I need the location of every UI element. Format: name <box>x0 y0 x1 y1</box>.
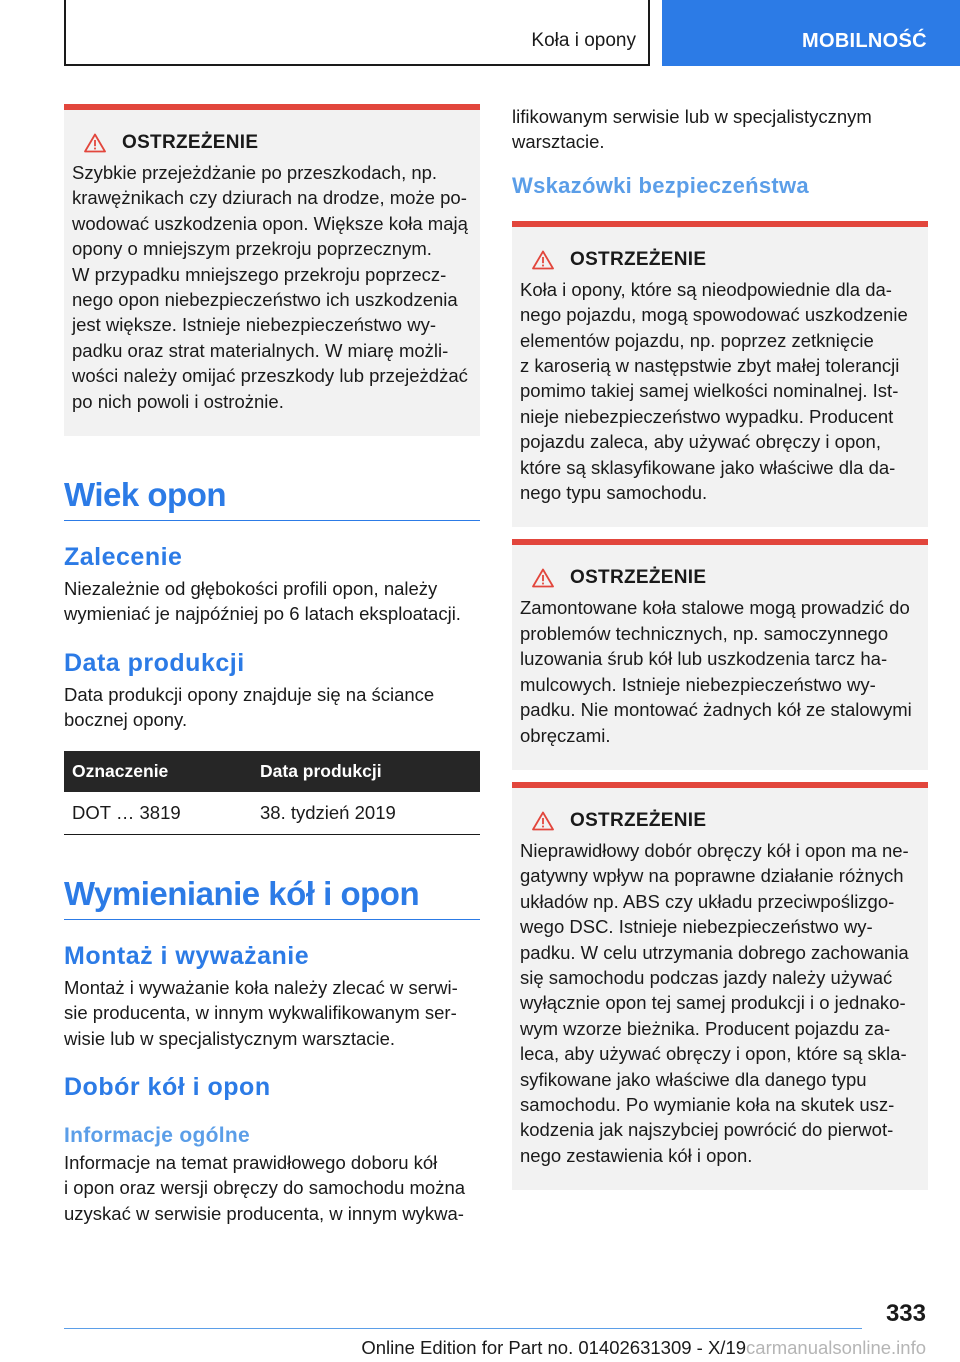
heading-production-date: Data produkcji <box>64 648 245 677</box>
warning-title: OSTRZEŻENIE <box>122 132 259 153</box>
footer-watermark: carmanualsonline.info <box>746 1337 926 1358</box>
heading-mounting: Montaż i wyważanie <box>64 941 310 970</box>
warning-text: Zamontowane koła stalowe mogą prowadzić do problemów technicznych, np. samoczynnego luzowania śrub kół lub uszkodzenia tarcz ha- mulcowych. Istnieje niebezpieczeństwo wy- padku. Nie montować żadnych kół ze stalowymi obręczami. <box>520 597 912 746</box>
header-section-title: Koła i opony <box>531 30 636 51</box>
warning-triangle-icon <box>84 133 106 153</box>
header-chapter-tab: MOBILNOŚĆ <box>662 0 960 66</box>
table-cell: 38. tydzień 2019 <box>252 792 480 835</box>
warning-triangle-icon <box>532 568 554 588</box>
heading-replacement: Wymienianie kół i opon <box>64 875 480 920</box>
warning-box <box>64 104 480 436</box>
warning-triangle-icon <box>532 811 554 831</box>
warning-text: Szybkie przejeżdżanie po przeszkodach, np. krawężnikach czy dziurach na drodze, może po- wodować uszkodzenia opon. Większe koła mają opony o mniejszym przekroju poprzecznym. W przypadku mniejszego przekroju poprzecz- nego opon niebezpieczeństwo ich uszkodzenia jest większe. Istnieje niebezpieczeństwo wy- padku oraz strat materialnych. W miarę możli- wości należy omijać przeszkody lub przejeżdżać po nich powoli i ostrożnie. <box>72 162 468 412</box>
production-date-text: Data produkcji opony znajduje się na ściance bocznej opony. <box>64 683 435 731</box>
footer-edition-text: Online Edition for Part no. 01402631309 - X/19 <box>361 1337 747 1358</box>
heading-tire-age: Wiek opon <box>64 476 480 521</box>
warning-title: OSTRZEŻENIE <box>570 567 707 589</box>
footer-edition <box>361 1337 926 1359</box>
page-number: 333 <box>885 1300 926 1327</box>
table-header-row <box>64 751 480 792</box>
heading-general-info: Informacje ogólne <box>64 1123 250 1147</box>
table-header-cell: Data produkcji <box>252 751 480 792</box>
left-column <box>64 104 480 1226</box>
footer-divider <box>64 1328 862 1329</box>
warning-box <box>512 782 928 1190</box>
warning-triangle-icon <box>532 250 554 270</box>
warning-title: OSTRZEŻENIE <box>570 248 707 270</box>
table-cell: DOT … 3819 <box>64 792 252 835</box>
table-header-cell: Oznaczenie <box>64 751 252 792</box>
page-header <box>0 0 960 66</box>
warning-text: Koła i opony, które są nieodpowiednie dla da- nego pojazdu, mogą spowodować uszkodzenie elementów pojazdu, np. poprzez zetknięcie z karoserią w następstwie zbyt małej tolerancji pomimo takiej samej wielkości nominalnej. Ist- nieje niebezpieczeństwo wypadku. Producent pojazdu zaleca, aby używać obręczy i opon, które są sklasyfikowane jako właściwe dla da- nego typu samochodu. <box>520 278 908 504</box>
warning-box <box>512 221 928 528</box>
warning-title: OSTRZEŻENIE <box>570 809 707 831</box>
general-info-text: Informacje na temat prawidłowego doboru kół i opon oraz wersji obręczy do samochodu można uzyskać w serwisie producenta, w innym wykwa- <box>64 1151 466 1224</box>
recommendation-text: Niezależnie od głębokości profili opon, należy wymieniać je najpóźniej po 6 latach eksploatacji. <box>64 578 461 625</box>
mounting-text: Montaż i wyważanie koła należy zlecać w serwi- sie producenta, w innym wykwalifikowanym ser- wisie lub w specjalistycznym warsztacie. <box>64 976 458 1049</box>
heading-recommendation: Zalecenie <box>64 543 183 572</box>
production-date-table <box>64 751 480 835</box>
warning-box <box>512 539 928 769</box>
continued-text: lifikowanym serwisie lub w specjalistycznym warsztacie. <box>512 106 872 153</box>
header-section-box <box>64 0 650 66</box>
warning-text: Nieprawidłowy dobór obręczy kół i opon ma ne- gatywny wpływ na poprawne działanie różnych układów np. ABS czy układu przeciwpoślizgo- wego DSC. Istnieje niebezpieczeństwo wy- padku. W celu utrzymania dobrego zachowania się samochodu podczas jazdy należy używać wyłącznie opon tej samej produkcji i o jednako- wym wzorze bieżnika. Producent pojazdu za- leca, aby używać obręczy i opon, które są skla- syfikowane jako właściwe dla danego typu samochodu. Po wymianie koła na skutek usz- kodzenia jak najszybciej powrócić do pierwot- nego zestawienia kół i opon. <box>520 839 909 1166</box>
table-row <box>64 792 480 835</box>
heading-selection: Dobór kół i opon <box>64 1072 271 1101</box>
heading-safety: Wskazówki bezpieczeństwa <box>512 172 809 198</box>
right-column <box>512 104 928 1190</box>
